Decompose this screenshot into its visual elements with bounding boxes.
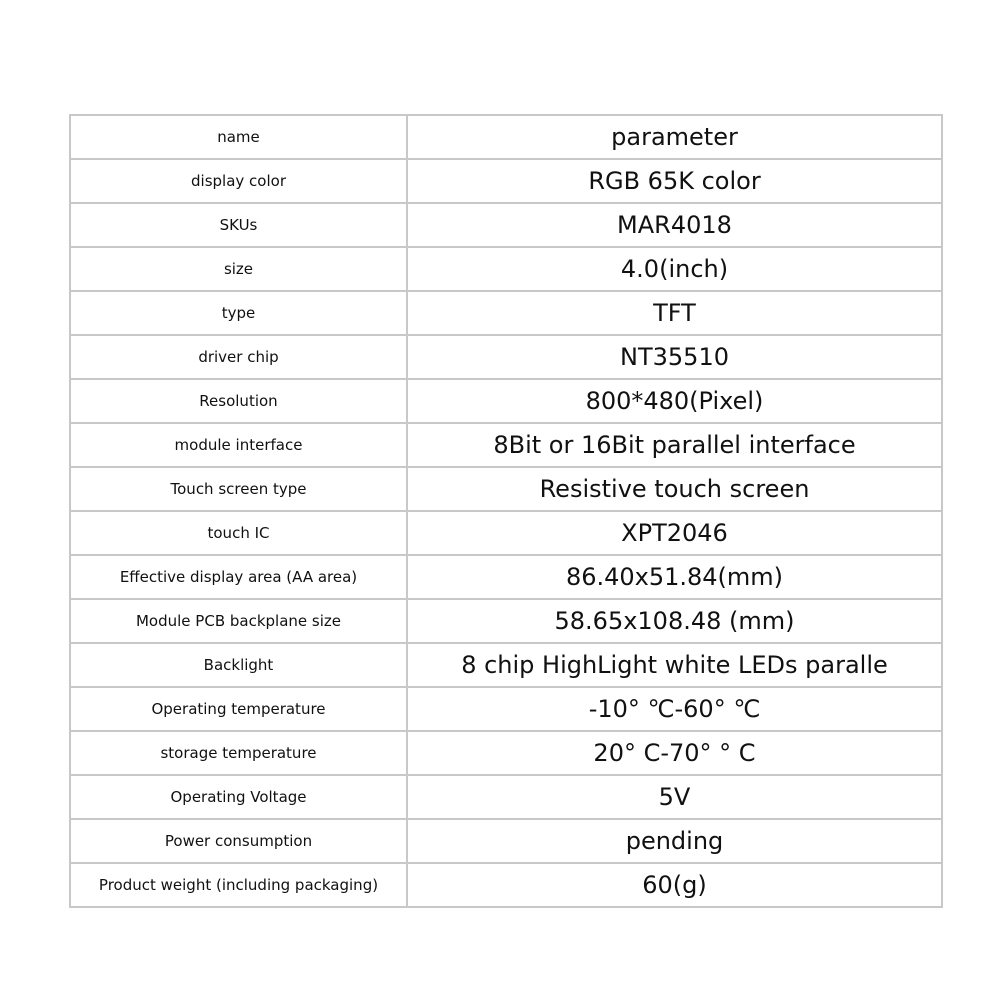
row-name: size	[70, 247, 407, 291]
row-value: 8 chip HighLight white LEDs paralle	[407, 643, 942, 687]
table-row	[70, 863, 942, 907]
row-value: 20° C-70° ° C	[407, 731, 942, 775]
row-name: Effective display area (AA area)	[70, 555, 407, 599]
table-row	[70, 511, 942, 555]
header-name: name	[70, 115, 407, 159]
spec-table	[69, 114, 943, 908]
row-value: 86.40x51.84(mm)	[407, 555, 942, 599]
row-name: Product weight (including packaging)	[70, 863, 407, 907]
row-value: pending	[407, 819, 942, 863]
table-row	[70, 731, 942, 775]
row-name: storage temperature	[70, 731, 407, 775]
row-value: RGB 65K color	[407, 159, 942, 203]
table-row	[70, 379, 942, 423]
row-value: 4.0(inch)	[407, 247, 942, 291]
table-row	[70, 291, 942, 335]
row-name: Module PCB backplane size	[70, 599, 407, 643]
row-name: Power consumption	[70, 819, 407, 863]
row-name: type	[70, 291, 407, 335]
row-name: module interface	[70, 423, 407, 467]
row-value: Resistive touch screen	[407, 467, 942, 511]
table-row	[70, 687, 942, 731]
row-name: Backlight	[70, 643, 407, 687]
row-value: -10° ℃-60° ℃	[407, 687, 942, 731]
row-name: Operating Voltage	[70, 775, 407, 819]
table-row	[70, 599, 942, 643]
row-value: XPT2046	[407, 511, 942, 555]
row-value: 58.65x108.48 (mm)	[407, 599, 942, 643]
row-value: 800*480(Pixel)	[407, 379, 942, 423]
table-header-row	[70, 115, 942, 159]
table-row	[70, 423, 942, 467]
row-value: TFT	[407, 291, 942, 335]
table-row	[70, 775, 942, 819]
table-row	[70, 335, 942, 379]
row-value: 8Bit or 16Bit parallel interface	[407, 423, 942, 467]
row-name: Touch screen type	[70, 467, 407, 511]
table-row	[70, 247, 942, 291]
table-row	[70, 643, 942, 687]
row-value: 60(g)	[407, 863, 942, 907]
row-name: driver chip	[70, 335, 407, 379]
header-parameter: parameter	[407, 115, 942, 159]
table-row	[70, 819, 942, 863]
row-name: Resolution	[70, 379, 407, 423]
table-row	[70, 159, 942, 203]
row-name: touch IC	[70, 511, 407, 555]
table-row	[70, 203, 942, 247]
row-name: Operating temperature	[70, 687, 407, 731]
row-value: 5V	[407, 775, 942, 819]
row-name: display color	[70, 159, 407, 203]
row-value: NT35510	[407, 335, 942, 379]
row-value: MAR4018	[407, 203, 942, 247]
table-row	[70, 555, 942, 599]
table-row	[70, 467, 942, 511]
row-name: SKUs	[70, 203, 407, 247]
